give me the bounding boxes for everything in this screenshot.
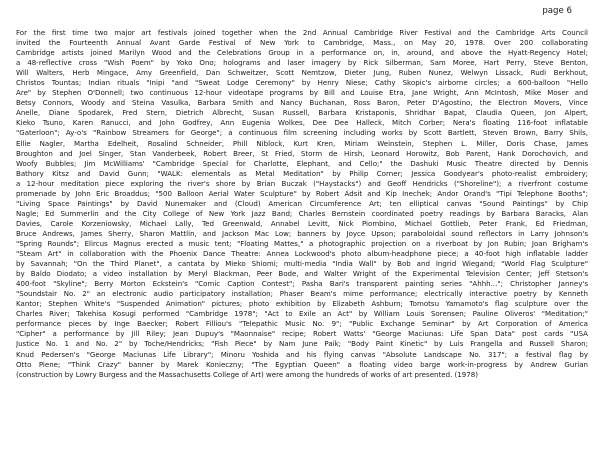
- text-line: Kantor; Stephen White's "Suspended Animation" pictures; photo exhibition by Elizabeth Ashburn; Tomotsu Yamamoto's flag sculpture over the: [16, 299, 588, 309]
- text-line: Davies, Carole Korzeniowsky, Michael Lally, Ted Greenwald, Annabel Levitt, Nick Piombino, Michael Gottlieb, Peter Frank, Ed Friedman,: [16, 218, 588, 228]
- text-line: Cambridge artists joined Marilyn Wood and the Celebrations Group in a performance on, in, around, and above the Hyatt-Regency Hotel;: [16, 48, 588, 58]
- text-line: Justice No. 1 and No. 2" by Toche/Hendricks; "Fish Piece" by Nam June Paik; "Body Paint Kinetic" by Luis Frangella and Russell Sharon;: [16, 339, 588, 349]
- text-line: performance pieces by Inge Baecker; Robert Filliou's "Telepathic Music No. 9"; "Public Exchange Seminar" by Art Corporation of America: [16, 319, 588, 329]
- text-line: Knud Pedersen's "George Maciunas Life Library"; Minoru Yoshida and his flying canvas "Absolute Landscape No. 317"; a festival flag by: [16, 349, 588, 359]
- text-line: Kieko Tsuno, Karen Ranucci, and John Godfrey, Ann Eugenia Wolkes, Dee Dee Halleck, Mitch Corber; Nera's floating 116-foot inflatable: [16, 118, 588, 128]
- body-paragraph: [16, 28, 588, 380]
- text-line: "Spring Rounds"; Elircus Magnus erected a music tent; "Floating Mattes," a photographic projection on a riverboat by Jon Rubin; Joan Brigham's: [16, 238, 588, 248]
- text-line: invited the Fourteenth Annual Avant Garde Festival of New York to Cambridge, Mass., on May 20, 1978. Over 200 collaborating: [16, 38, 588, 48]
- text-line: Are" by Stephen O'Donnell; two continuous 12-hour videotape programs by Bill and Louise Etra, Jane Wright, Ann McIntosh, Mike Moser and: [16, 88, 588, 98]
- text-line: "Living Space Paintings" by David Nunemaker and (Cloud) American Circumference Art; ten elliptical canvas "Sound Paintings" by Chip: [16, 198, 588, 208]
- text-line: Ellie Nagler, Martha Edelheit, Rosalind Schneider, Phill Niblock, Kurt Kren, Miriam Weinstein, Stephen L. Miller, Doris Chase, James: [16, 138, 588, 148]
- text-line: "Gaterloon"; Ay-o's "Rainbow Streamers for George"; a continuous film screening including works by Scott Bartlett, Steven Brown, Barry Shils,: [16, 128, 588, 138]
- text-line: Nagle; Ed Summerlin and the City College of New York Jazz Band; Charles Bernstein coordinated poetry readings by Barbara Baracks, Alan: [16, 208, 588, 218]
- text-line: "Soundstair No. 2" an electronic audio participatory installation; Phaser Beam's mime performance; electrically interactive poetry by Kenneth: [16, 289, 588, 299]
- text-line: Will Walters, Herb Mingace, Amy Greenfield, Dan Schweitzer, Scott Nemtzow, Dieter Jung, Ruben Nunez, Welwyn Lissack, Rudi Berkhout,: [16, 68, 588, 78]
- text-line: by Baldo Diodato; a video installation by Meryl Blackman, Peer Bode, and Walter Wright of the Experimental Television Center; Jeff Stetson's: [16, 269, 588, 279]
- text-line: by Savannah; "On the Third Planet", a cantata by Mieko Shiomi; multi-media "India Wall" by Bob and Ingrid Wiegand; "World Flag Sculpture": [16, 259, 588, 269]
- text-line: a 48-reflective cross "Wish Poem" by Yoko Ono; holograms and laser imagery by Rick Silberman, Sam Moree, Hart Perry, Steve Benton,: [16, 58, 588, 68]
- text-line: Christos Tountas; Indian rituals "Inipi "and "Sweat Lodge Ceremony" by Henry Niese; Cathy Skopic's airborne circles; a 600-balloon "Hello: [16, 78, 588, 88]
- text-line: Betsy Connors, Woody and Steina Vasulka, Barbara Smith and Nancy Buchanan, Ross Baron, Peter D'Agostino, the Electron Movers, Vince: [16, 98, 588, 108]
- text-line: Broughton and Joel Singer, Stan Vanderbeek, Robert Breer, St Fried, Storm de Hirsh, Leonard Horowitz, Bob Parent, Hank Dorochovich, and: [16, 148, 588, 158]
- text-line: Bathory Kitsz and David Gunn; "WALK: elementals as Metal Meditation" by Philip Corner; Jessica Goodyear's photo-realist embroidery;: [16, 168, 588, 178]
- text-line: Otto Piene; "Think Crazy" banner by Marek Konieczny; "The Egyptian Queen" a floating video barge work-in-progress by Andrew Gurian: [16, 359, 588, 369]
- text-line: For the first time two major art festivals joined together when the 2nd Annual Cambridge River Festival and the Cambridge Arts Council: [16, 28, 588, 37]
- text-line: Anelle, Diane Spodarek, Fred Stern, Dietrich Albrecht, Susan Russell, Barbara Kristaponis, Shridhar Bapat, Claudia Queen, Jon Alpert,: [16, 108, 588, 118]
- text-line: Bruce Andrews, James Sherry, Sharon Mattlin, and Jackson Mac Low; banners by Joyce Upson; paraboloidal sound reflectors in Larry Johnson's: [16, 228, 588, 238]
- text-line: Charles River; Takehisa Kosugi performed "Cambridge 1978"; "Act to Exile an Act" by William Louis Sorensen; Pauline Oliveros' "Meditation;": [16, 309, 588, 319]
- text-line: Woofy Bubbles; Jim McWilliams' "Cambridge Special for Charlotte, Elephant, and Cello;" the Dashuki Music Theatre directed by Dennis: [16, 158, 588, 168]
- text-line: (construction by Lowry Burgess and the Massachusetts College of Art) were among the hundreds of works of art presented. (1978): [16, 369, 478, 379]
- text-line: promenade by John Eric Broaddus; "500 Balloon Aerial Water Sculpture" by Robert Adsit and Kip Inechek; Andor Orand's "Tipi Telephone Booths";: [16, 188, 588, 198]
- text-line: 400-foot "Skyline"; Berry Morton Eckstein's "Comic Caption Contest"; Pasha Bari's transparent painting series "Ahhh..."; Christopher Janney's: [16, 279, 588, 289]
- text-line: "Cipher" a performance by Jill Riley; Jean Dupuy's "Maonnaise" recipe; Robert Watts' "George Maciunas: Life Span Data" post cards "USA: [16, 329, 588, 339]
- text-line: a 12-hour meditation piece exploring the river's shore by Brian Buczak ("Haystacks") and Geoff Hendricks ("Shoreline"); a riverfront costume: [16, 178, 588, 188]
- text-line: "Steam Art" in collaboration with the Phoenix Dance Theatre: Annea Lockwood's photo album-headphone piece; a 40-foot high inflatable ladder: [16, 249, 588, 259]
- page-number: page 6: [542, 6, 572, 16]
